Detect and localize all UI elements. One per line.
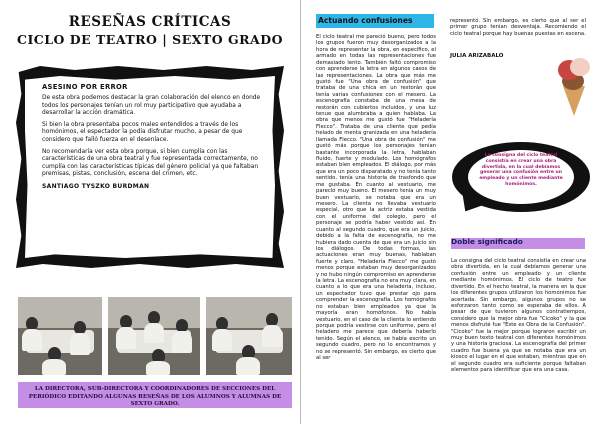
- review-paragraph: No recomendaría ver esta obra porque, si bien cumplía con las características de una obra teatral y fue representada correctamente, no cumplía con las características típicas del género policial ya que faltaban premisas, pistas, conclusión, escena del crimen, etc.: [42, 149, 259, 177]
- review-paragraph: De esta obra podemos destacar la gran colaboración del elenco en donde todos los personajes tenían un rol muy participativo que ayudaba a desarrollar la acción dramática.: [42, 95, 261, 116]
- review-continued: representó. Sin embargo, es cierto que al ser el primer grupo tenían desventaja. Recomiendo el ciclo teatral porque hay buenas puestas en escena.: [450, 18, 586, 37]
- review-heading: ASESINO POR ERROR: [42, 83, 128, 91]
- section-title-doble: Doble significado: [451, 237, 523, 246]
- review-column-2-bottom: [451, 258, 586, 374]
- review-signature: SANTIAGO TYSZKO BURDMAN: [42, 183, 150, 191]
- page-subtitle: CICLO DE TEATRO | SEXTO GRADO: [17, 32, 283, 47]
- speech-bubble-quote: La consigna del ciclo teatral consistía en crear una obra divertida, en la cual debíamos generar una confusión entre un empleado y un cliente mediante homónimos.: [479, 153, 563, 187]
- review-paragraph: Si bien la obra presentaba pocos males entendidos a través de los homónimos, el espectador la podía disfrutar mucho, a pesar de que considero que falló fuerza en el desenlace.: [42, 122, 243, 143]
- classroom-photo-3: [206, 297, 292, 375]
- section-title-actuando: Actuando confusiones: [316, 14, 434, 28]
- classroom-photo-1: [18, 297, 102, 375]
- photo-caption: LA DIRECTORA, SUB-DIRECTORA Y COORDINADORES DE SECCIONES DEL PERIÓDICO EDITANDO ALGUNAS RESEÑAS DE LOS ALUMNOS Y ALUMNAS DE SEXTO GRADO.: [18, 382, 292, 408]
- review-author: JULIA ARIZABALO: [450, 53, 504, 59]
- ice-cream-illustration: [552, 56, 596, 120]
- review-column-1: [316, 34, 436, 362]
- review-body-2: La consigna del ciclo teatral consistía en crear una obra divertida, en la cual debíamos generar una confusión entre un empleado y un cliente mediante homónimos. El ciclo de teatro fue divertido. En el hecho teatral, la manera en la que los diferentes grupos utilizaron los homónimos fue acertada. Sin embargo, algunos grupos no se esforzaron tanto como se esperaba de ellos. A pesar de que tuvieron algunos contratiempos, considero que la mejor obra fue "Cicoko" y la que menos disfruté fue "Este es Obra de la Confusión". "Cicoko" fue la mejor porque lograron escribir un muy buen texto teatral con diferentes homónimos y una historia graciosa. La escenografía del primer cuadro fue buena ya que se notaba que era un kiosco el lugar en el que estaban, mientras que en el segundo cuadro era suficiente porque faltaban elementos para identificar que era una casa.: [451, 258, 586, 374]
- review-column-2-top: [450, 18, 586, 37]
- classroom-photo-2: [108, 297, 200, 375]
- review-body: El ciclo teatral me pareció bueno, pero todos los grupos fueron muy desorganizados a la hora de representar la obra, en específico, el armado en todas las representaciones fue demasiado lento. También faltó compromiso con aprenderse la letra en algunos casos de las representaciones. La obra que más me gustó fue "Una obra de confusión" que trataba de una chica en un restorán que tenía varias confusiones con el mesero. La escenografía constaba de una mesa de restorán con cubiertos incluidos, y una luz tenue que alumbraba a quien hablaba. La obra que menos me gustó fue "Heladería Flecco". Trataba de una cliente que pedía helado de menta granizada en una heladería llamada Flecco. "Una obra de confusión" me gustó más porque los personajes tenían bastante incorporada la letra, hablaban fluido, fuerte y modulado. Los homógrafos estaban bien empleados. El diálogo, por más que era un poco disparatado y no tenía tanto sentido, tenía una historia de trasfondo que me gustaba. En cuanto al vestuario, me pareció muy bueno. El mesero tenía un muy buen vestuario, se notaba que era un mesero. La clienta no llevaba vestuario especial, otro que la actriz estaba vestida con el uniforme del colegio, pero el personaje se podría haber vestido así. En cuanto al segundo cuadro, que era un juicio, debido a la falta de escenografía, no me hubiera dado cuenta de que era un juicio sin los diálogos. De todas formas, las actuaciones eran muy buenas, hablaban fuerte y claro. "Heladería Flecco" me gustó menos porque estaban muy desorganizados y no hubo ningún compromiso en aprenderse la letra. La escenografía no era muy clara, en cuanto a lo que era una heladería, incluso, un espectador tuvo que prestar ojo para comprender la escenografía. Los homógrafos no estaban bien empleados ya que la mayoría eran homófonos. No había vestuario, en el caso de la clienta lo entiendo porque podría vestirse con uniforme, pero el heladero me parece que debería haberlo tenido. Según el elenco, se había escrito un segundo cuadro, pero no lo encontramos y no se representó. Sin embargo, es cierto que al ser: [316, 34, 436, 362]
- review-box-text: [42, 84, 264, 191]
- page-title: RESEÑAS CRÍTICAS: [68, 14, 232, 30]
